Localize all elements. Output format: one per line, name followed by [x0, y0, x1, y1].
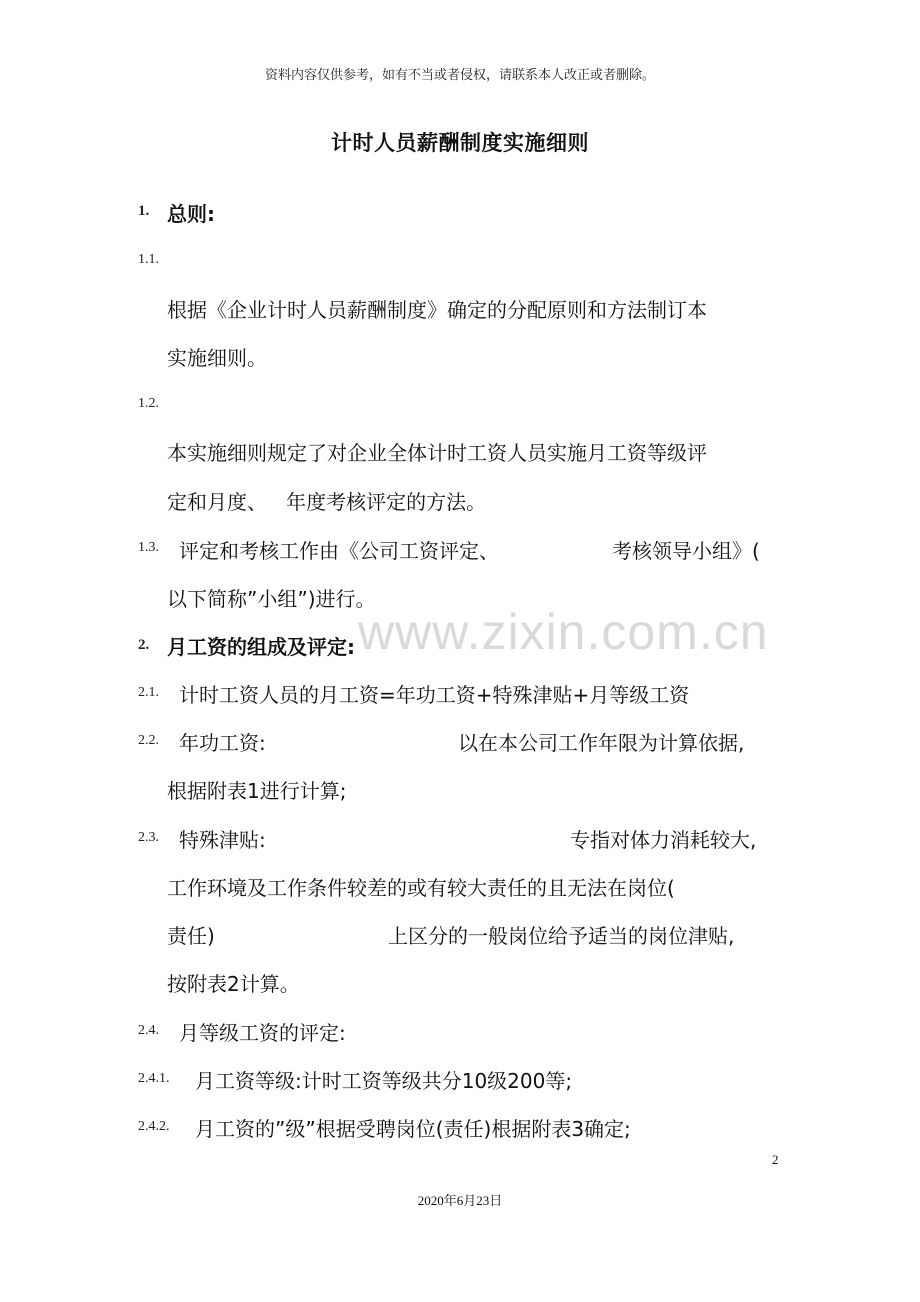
section-1-3-number: 1.3. [138, 540, 159, 555]
section-2-3-line1b: 专指对体力消耗较大, [570, 828, 757, 852]
section-2-2-line2: 根据附表1进行计算; [167, 779, 347, 803]
section-2-3-line2: 工作环境及工作条件较差的或有较大责任的且无法在岗位( [167, 876, 675, 900]
section-1-heading: 总则: [167, 202, 215, 226]
section-1-3-line1b: 考核领导小组》( [612, 539, 760, 563]
section-2-3-number: 2.3. [138, 830, 159, 845]
document-title: 计时人员薪酬制度实施细则 [331, 131, 589, 155]
section-1-2-line1: 本实施细则规定了对企业全体计时工资人员实施月工资等级评 [167, 441, 707, 465]
section-2-3-line1a: 特殊津贴: [179, 828, 266, 852]
section-2-4-1-line1: 月工资等级:计时工资等级共分10级200等; [195, 1069, 573, 1093]
section-2-number: 2. [138, 637, 150, 653]
section-2-4-2-number: 2.4.2. [138, 1119, 170, 1134]
section-1-number: 1. [138, 203, 150, 219]
section-2-heading: 月工资的组成及评定: [167, 635, 355, 659]
watermark: www.zixin.com.cn [358, 604, 769, 660]
section-2-4-line1: 月等级工资的评定: [179, 1021, 346, 1045]
section-2-2-line1b: 以在本公司工作年限为计算依据, [458, 731, 745, 755]
section-2-1-line1: 计时工资人员的月工资=年功工资+特殊津贴+月等级工资 [179, 683, 690, 707]
section-2-2-line1a: 年功工资: [179, 731, 266, 755]
section-2-3-line3a: 责任) [167, 924, 215, 948]
section-1-3-line1a: 评定和考核工作由《公司工资评定、 [179, 539, 499, 563]
section-2-4-number: 2.4. [138, 1023, 159, 1038]
footer-date: 2020年6月23日 [417, 1193, 503, 1208]
header-note: 资料内容仅供参考，如有不当或者侵权，请联系本人改正或者删除。 [264, 68, 655, 83]
section-2-4-1-number: 2.4.1. [138, 1071, 170, 1086]
section-2-1-number: 2.1. [138, 685, 159, 700]
section-1-1-line2: 实施细则。 [167, 346, 267, 370]
page-number: 2 [772, 1152, 779, 1167]
section-1-2-line2: 定和月度、 年度考核评定的方法。 [167, 490, 487, 514]
section-1-1-number: 1.1. [138, 252, 159, 267]
section-1-1-line1: 根据《企业计时人员薪酬制度》确定的分配原则和方法制订本 [167, 298, 707, 322]
section-2-3-line3b: 上区分的一般岗位给予适当的岗位津贴, [388, 924, 735, 948]
section-2-4-2-line1: 月工资的”级”根据受聘岗位(责任)根据附表3确定; [195, 1117, 631, 1141]
section-2-3-line4: 按附表2计算。 [167, 972, 300, 996]
section-1-2-number: 1.2. [138, 396, 159, 411]
section-2-2-number: 2.2. [138, 733, 159, 748]
section-1-3-line2: 以下简称”小组”)进行。 [167, 587, 376, 611]
